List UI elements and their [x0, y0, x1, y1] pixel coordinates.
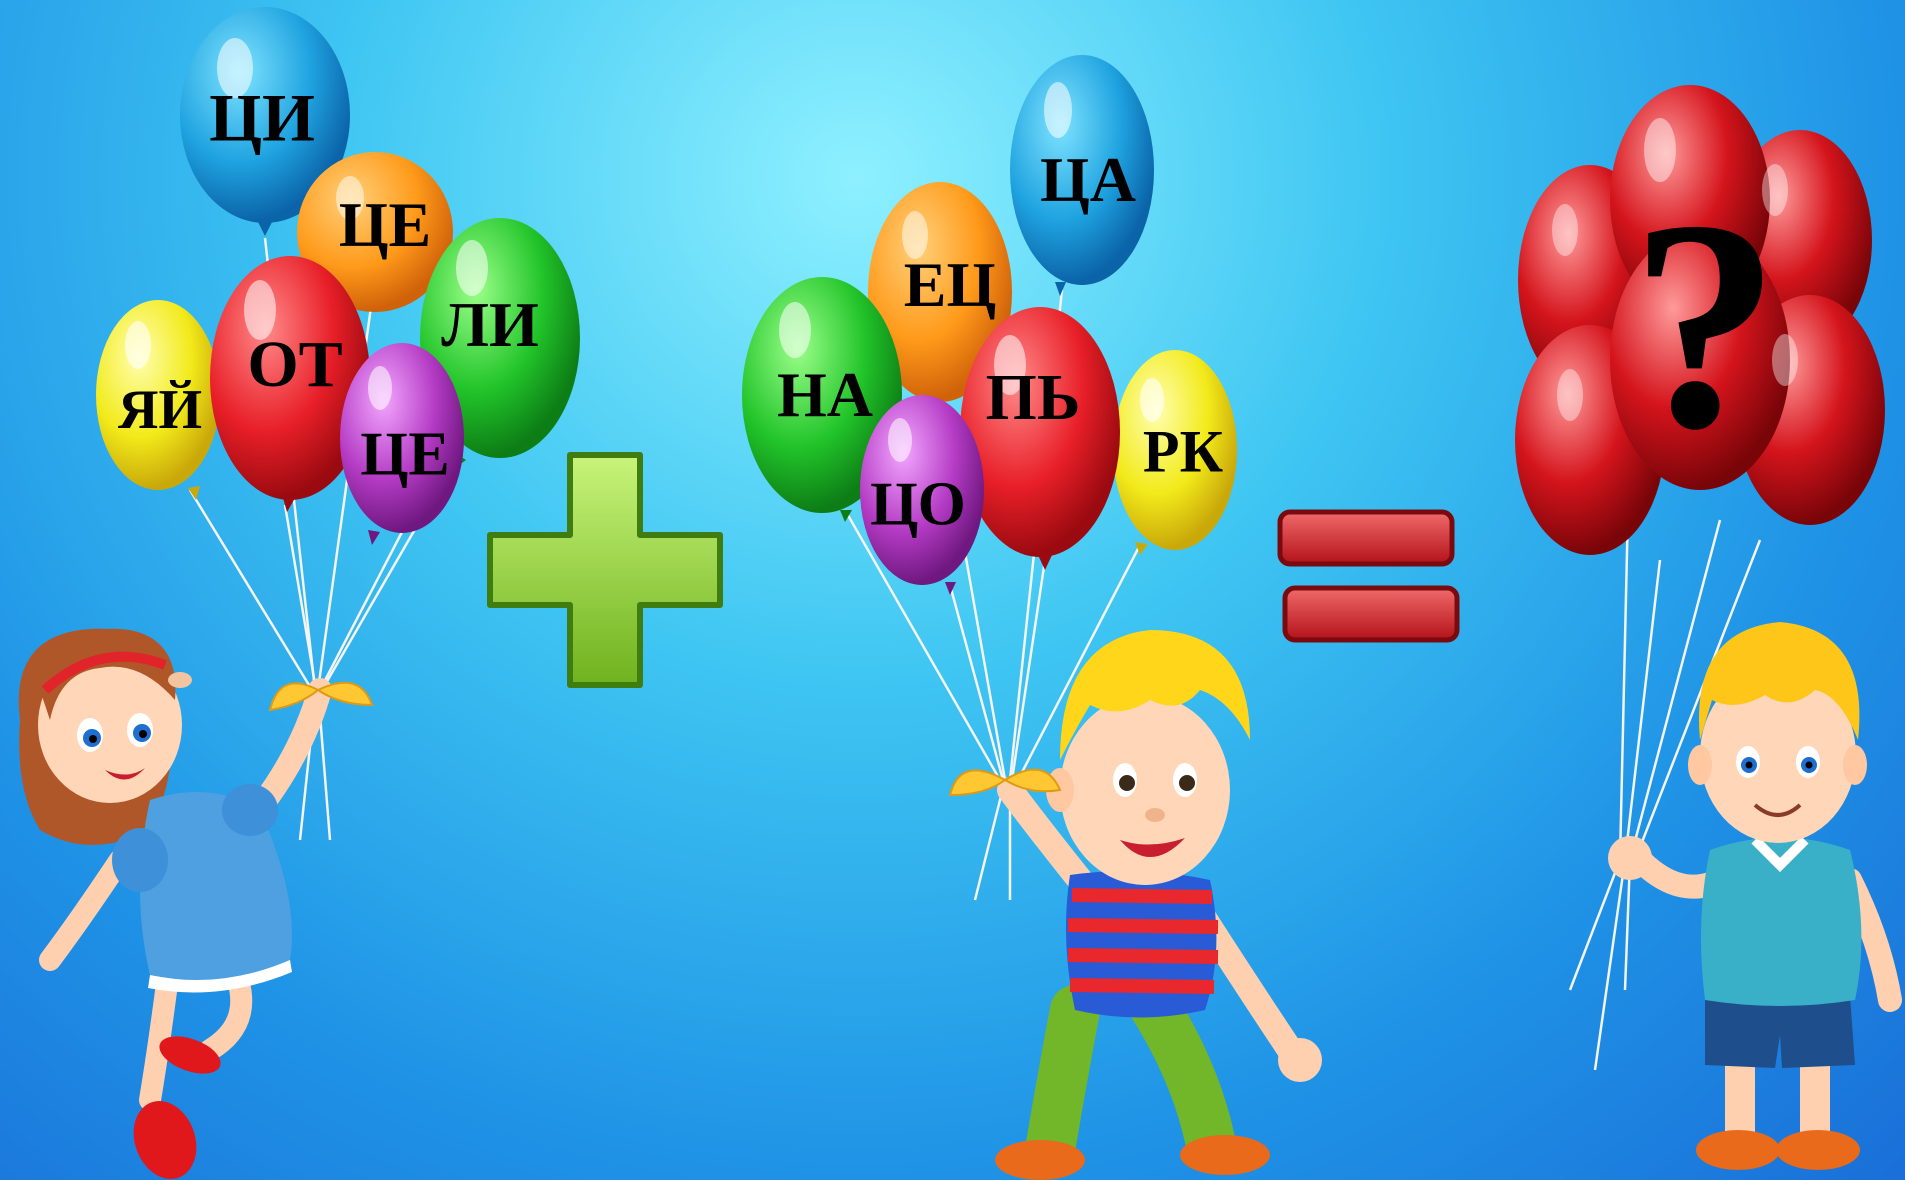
plus-sign — [490, 455, 720, 685]
boy-balloon-na-label: НА — [777, 359, 873, 430]
girl-balloon-ot-label: ОТ — [247, 328, 343, 401]
boy-balloon-pe-label: ПЬ — [985, 361, 1081, 434]
boy-balloon-ca-label: ЦА — [1040, 144, 1136, 215]
girl-balloon-ce-orange-label: ЦЕ — [338, 189, 432, 260]
boy-balloon-rk[interactable] — [1113, 350, 1237, 555]
girl-balloon-ce-purple[interactable] — [340, 343, 464, 545]
boy-balloon-co-label: ЦО — [870, 470, 966, 539]
boy-balloon-ec-label: ЕЦ — [903, 249, 997, 320]
girl-balloon-yay-label: ЯЙ — [118, 379, 202, 441]
girl-balloon-li-label: ЛИ — [441, 289, 539, 360]
equals-sign — [1280, 512, 1457, 640]
girl-balloon-ce-purple-label: ЦЕ — [360, 420, 450, 489]
boy-balloon-ca[interactable] — [1010, 55, 1154, 296]
answer-boy-character — [1608, 622, 1890, 1170]
boy-balloon-rk-label: РК — [1142, 418, 1224, 485]
boy-balloon-co[interactable] — [860, 395, 984, 595]
boy-character — [950, 630, 1322, 1180]
boy-balloon-pe[interactable] — [960, 307, 1120, 570]
answer-question-mark: ? — [1630, 158, 1780, 491]
girl-character — [19, 629, 372, 1180]
girl-balloon-yay[interactable] — [96, 300, 220, 500]
girl-balloon-ci-label: ЦИ — [209, 79, 315, 156]
answer-balloon-bunch[interactable] — [1515, 85, 1885, 555]
